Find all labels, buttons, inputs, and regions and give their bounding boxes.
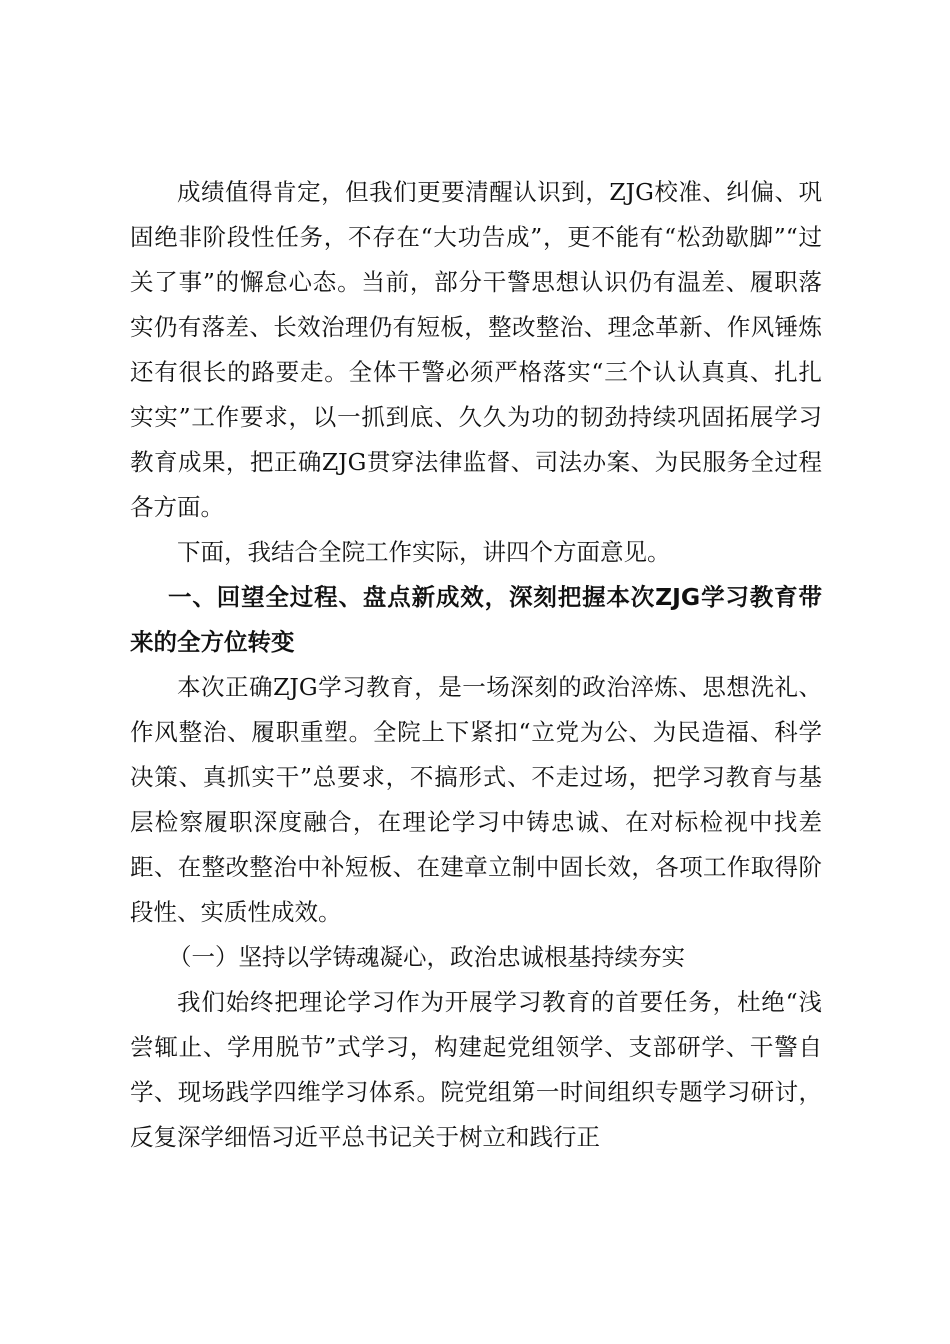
paragraph-subsection-1: 我们始终把理论学习作为开展学习教育的首要任务，杜绝“浅尝辄止、学用脱节”式学习，构建起党组领学、支部研学、干警自学、现场践学四维学习体系。院党组第一时间组织专题学习研讨，反复深学细悟习近平总书记关于树立和践行正 [130, 988, 822, 1151]
paragraph-intro: 下面，我结合全院工作实际，讲四个方面意见。 [177, 538, 671, 566]
paragraph-achievements: 成绩值得肯定，但我们更要清醒认识到，ZJG校准、纠偏、巩固绝非阶段性任务，不存在“大功告成”，更不能有“松劲歇脚”“过关了事”的懈怠心态。当前，部分干警思想认识仍有温差、履职落实仍有落差、长效治理仍有短板，整改整治、理念革新、作风锤炼还有很长的路要走。全体干警必须严格落实“三个认认真真、扎扎实实”工作要求，以一抓到底、久久为功的韧劲持续巩固拓展学习教育成果，把正确ZJG贯穿法律监督、司法办案、为民服务全过程各方面。 [130, 178, 822, 521]
document-body [130, 170, 822, 1160]
section-heading-1: 一、回望全过程、盘点新成效，深刻把握本次ZJG学习教育带来的全方位转变 [130, 583, 822, 656]
paragraph-section-1: 本次正确ZJG学习教育，是一场深刻的政治淬炼、思想洗礼、作风整治、履职重塑。全院上下紧扣“立党为公、为民造福、科学决策、真抓实干”总要求，不搞形式、不走过场，把学习教育与基层检察履职深度融合，在理论学习中铸忠诚、在对标检视中找差距、在整改整治中补短板、在建章立制中固长效，各项工作取得阶段性、实质性成效。 [130, 673, 822, 926]
subsection-heading-1: （一）坚持以学铸魂凝心，政治忠诚根基持续夯实 [168, 943, 685, 971]
